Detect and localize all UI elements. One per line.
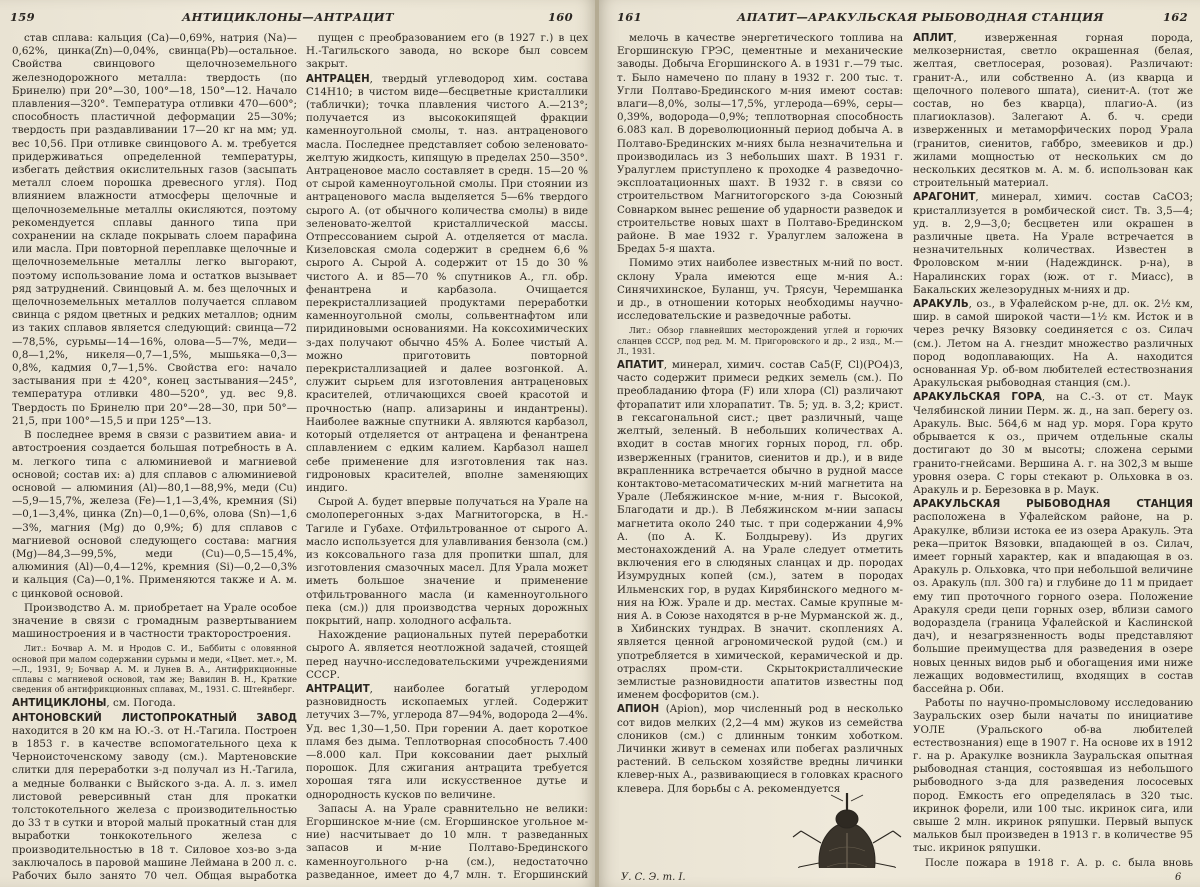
entry-headword: АНТОНОВСКИЙ ЛИСТОПРОКАТНЫЙ ЗАВОД — [12, 712, 297, 724]
col1-entries — [12, 697, 297, 882]
right-running-head — [597, 6, 1200, 28]
page-number-161: 161 — [617, 10, 642, 24]
entry-text: Запасы А. на Урале сравнительно не велики: Егоршинское м-ние (см. Егоршинское угольное м-ние) насчитывает до 10 млн. т разведанных запасов и м-ние Полтаво-Брединского каменноугольного р-на (см.), недостаточно разведанное, имеет до 4,7 млн. т. Егоршинский — [306, 802, 588, 881]
entry-text: После пожара в 1918 г. А. р. с. была вновь — [925, 856, 1193, 868]
entry-text: Помимо этих наиболее известных м-ний по вост. склону Урала имеются еще м-ния А.: Синячихинское, Буланш, уч. Трясун, Черемшанка и др., в отношении которых необходимы научно-исследовательские и разведочные работы. — [617, 257, 903, 323]
book-gutter — [595, 0, 599, 887]
paragraph — [913, 857, 1193, 868]
entry-text: Сырой А. будет впервые получаться на Урале на смолоперегонных з-дах Магнитогорска, в Н.-Тагиле и Губахе. Отфильтрованное от сырого А. масло используется для улавливания бензола (см.) из коксовального газа для пропитки шпал, для изготовления смазочных масел. Для Урала может иметь большое значение и применение отфильтрованного масла (и каменноугольного пека (см.)) для производства черных дорожных покрытий, напр. холодного асфальта. — [306, 496, 588, 627]
paragraph — [306, 803, 588, 882]
dictionary-entry — [12, 697, 297, 710]
footer-signature-number: 6 — [1175, 872, 1182, 883]
dictionary-entry — [913, 32, 1193, 190]
entry-headword: АНТРАЦИТ — [306, 683, 370, 695]
entry-text: пущен с преобразованием его (в 1927 г.) в цех Н.-Тагильского завода, но вскоре был совсем закрыт. — [306, 32, 588, 71]
paragraph — [306, 32, 588, 72]
col1-literature: Лит.: Бочвар А. М. и Нродов С. И., Баббиты с оловянной основой при малом содержании сурьмы и меди, «Цвет. мет.», М.—Л., 1931, 9; Бочвар А. М. и Лунев В. А., Антифрикционные сплавы с магниевой основой, там же; Вавилин В. Н., Краткие сведения об антифрикционных сплавах, М., 1931. С. Штейнберг. — [12, 643, 297, 695]
dictionary-entry — [617, 359, 903, 702]
paragraph — [913, 697, 1193, 855]
paragraph — [617, 32, 903, 256]
col3-mid-entries — [617, 359, 903, 796]
left-page — [0, 0, 597, 887]
entry-headword: АПИОН — [617, 704, 660, 716]
left-column-2 — [306, 32, 588, 882]
dictionary-entry — [913, 298, 1193, 390]
col3-literature: Лит.: Обзор главнейших месторождений углей и горючих сланцев СССР, под ред. М. М. Пригоровского и др., 2 изд., М.—Л., 1931. — [617, 325, 903, 356]
entry-text: , наиболее богатый углеродом разновидность ископаемых углей. Содержит летучих 3—7%, углерода 87—94%, водорода 2—4%. Уд. вес 1,30—1,50. При горении А. дает короткое пламя без дыма. Теплотворная способность 7.400—8.000 кал. При коксовании дает рыхлый порошок. Для сжигания антрацита требуется хорошая тяга или искусственное дутье и однородность кусков по величине. — [306, 682, 588, 801]
paragraph: став сплава: кальция (Ca)—0,69%, натрия (Na)—0,62%, цинка(Zn)—0,04%, свинца(Pb)—остальное. Свойства свинцового щелочноземельного железнодорожного металла: твердость (по Бринелю) при 20°—30, 100°—18, 150°—12. Начало плавления—320°. Температура отливки 470—600°; способность пластичной деформации 25—30%; твердость при раздавливании 17—20 кг на мм; уд. вес 10,56. При отливке свинцового А. м. требуется придерживаться определенной температуры, избегать действия окислительных газов (засыпать металл слоем порошка древесного угля). Под влиянием влажности атмосферы щелочные и щелочноземельные металлы окисляются, поэтому рекомендуется сплавы данного типа при сохранении на складе покрывать слоем парафина или масла. При повторной переплавке щелочные и щелочноземельные металлы легко выгорают, поэтому использование лома и остатков вызывает ряд затруднений. Свинцовый А. м. без щелочных и щелочноземельных металлов получается сплавом свинца с рядом цветных и редких металлов; одним из таких сплавов является следующий: свинца—72—78,5%, сурьмы—14—16%, олова—5—7%, меди—0,8—1,2%, никеля—0,7—1,5%, мышьяка—0,3—0,8%, кадмия 0,7—1,5%. Свойства его: начало застывания при ± 420°, конец застывания—245°, температура отливки 480—520°, уд. вес 9,8. Твердость по Бринелю при 20°—28—30, при 50°—21,5, при 100°—15,5 и при 125°—13. — [12, 32, 297, 427]
entry-headword: АПАТИТ — [617, 360, 664, 372]
dictionary-entry — [306, 683, 588, 802]
right-column-1 — [617, 32, 903, 868]
dictionary-entry — [913, 498, 1193, 696]
page-number-162: 162 — [1163, 10, 1188, 24]
entry-text: находится в 20 км на Ю.-З. от Н.-Тагила. Построен в 1853 г. в качестве вспомогательного цеха к Черноисточенскому заводу (см.). Мартеновские слитки для переработки з-д получал из Н.-Тагила, а медные болванки с Выйского з-да. А. л. з. имел листовой реверсивный стан для прокатки толстокотельного железа с производительностью до 33 т в сутки и второй малый прокатный стан для выработки тонкокотельного железа с производительностью в 18 т. Силовое хоз-во з-да заключалось в паровой машине Леймана в 200 л. с. Рабочих было занято 70 чел. Общая выработка — [12, 724, 297, 882]
apion-beetle-figure — [617, 791, 903, 868]
left-running-head — [0, 6, 597, 28]
paragraph: Производство А. м. приобретает на Урале особое значение в связи с громадным развертыванием машиностроения и в частности тракторостроения. — [12, 601, 297, 641]
entry-text: мелочь в качестве энергетического топлива на Егоршинскую ГРЭС, цементные и механические заводы. Добыча Егоршинского А. в 1931 г.—79 тыс. т. Было намечено по плану в 1932 г. 200 тыс. т. Угли Полтаво-Брединского м-ния имеют состав: влаги—8,0%, золы—17,5%, углерода—69%, серы—0,39%, водорода—0,9%; теплотворная способность 6.083 кал. В дореволюционный период добыча А. в Полтаво-Брединских м-ниях была незначительна и производилась из 3 небольших шахт. В 1931 г. Уралуглем приступлено к проходке 4 разведочно-эксплоатационных шахт. В 1932 г. в связи со строительством Магнитогорского з-да Союзный Совнарком вынес решение об ударности разведок и строительстве новых шахт в Полтаво-Брединском районе. В мае 1932 г. Уралуглем заложена в Бредах 5-я шахта. — [617, 32, 903, 256]
dictionary-entry — [12, 712, 297, 882]
entry-headword: АРАГОНИТ — [913, 192, 976, 204]
paragraph — [306, 629, 588, 682]
footer-signature: У. С. Э. т. I. — [621, 872, 686, 883]
entry-text: , минерал, химич. состав CaCO3; кристаллизуется в ромбической сист. Тв. 3,5—4; уд. в. 2,9—3,0; бесцветен или окрашен в различные цвета. На Урале встречается в незначительных количествах. Известен в Фроловском м-нии (Надеждинск. р-на), в Наралинских горах (юж. от г. Миасс), в Бакальских железорудных м-ниях и др. — [913, 191, 1193, 296]
paragraph — [306, 496, 588, 628]
left-header-title: АНТИЦИКЛОНЫ—АНТРАЦИТ — [182, 10, 394, 24]
entry-text: (Apion), мор численный род в несколько сот видов мелких (2,2—4 мм) жуков из семейства слоников (см.) с длинным тонким хоботком. Личинки живут в семенах или побегах различных растений. В сельском хозяйстве вредны личинки клевер-ных А., развивающиеся в головках красного клевера. Для борьбы с А. рекомендуется — [617, 703, 903, 795]
entry-headword: АНТИЦИКЛОНЫ — [12, 698, 107, 710]
entry-headword: АРАКУЛЬ — [913, 299, 969, 311]
dictionary-entry — [913, 191, 1193, 297]
entry-text: , на С.-З. от ст. Маук Челябинской линии Перм. ж. д., на зап. берегу оз. Аракуль. Выс. 564,6 м над ур. моря. Гора круто обрывается к оз., причем отдельные скалы достигают до 30 м высоты; сложена серыми гранито-гнейсами. Вершина А. г. на 302,3 м выше уровня озера. С горы стекают р. Ольховка в оз. Аракуль и р. Березовка в р. Маук. — [913, 391, 1193, 496]
entry-headword: АРАКУЛЬСКАЯ ГОРА — [913, 392, 1042, 404]
dictionary-entry — [617, 703, 903, 795]
paragraph: В последнее время в связи с развитием авиа- и автостроения создается большая потребность в А. м. легкого типа с алюминиевой и магниевой основой; состав их: а) для сплавов с алюминиевой основой — алюминия (Al)—80,1—88,9%, меди (Cu)—5,9—15,7%, железа (Fe)—1,1—3,4%, кремния (Si)—0,1—3,4%, цинка (Zn)—0,1—0,6%, олова (Sn)—1,6—3%, магния (Mg) до 0,9%; б) для сплавов с магниевой основой следующего состава: магния (Mg)—84,3—99,5%, меди (Cu)—0,5—15,4%, алюминия (Al)—0,4—12%, кремния (Si)—0,2—0,3% и кальция (Ca)—0,1%. Применяются также и А. м. с цинковой основой. — [12, 429, 297, 600]
entry-text: , оз., в Уфалейском р-не, дл. ок. 2½ км, шир. в самой широкой части—1½ км. Исток и в через речку Вязовку соединяется с оз. Силач (см.). Летом на А. гнездит множество различных пород водоплавающих. На А. находится основанная Ур. об-вом любителей естествознания Аракульская рыбоводная станция (см.). — [913, 298, 1193, 390]
paragraph — [617, 257, 903, 323]
dictionary-entry — [306, 73, 588, 496]
entry-text: , изверженная горная порода, мелкозернистая, светло окрашенная (белая, желтая, светлосерая, розовая). Различают: гранит-А., или собственно А. (из кварца и щелочного полевого шпата), сиенит-А. (тот же состав, но без кварца), плагио-А. (из плагиоклазов). Залегают А. б. ч. среди изверженных и метаморфических пород Урала (гранитов, сиенитов, габбро, змеевиков и др.) жилами мощностью от нескольких см до нескольких десятков м. А. м. б. использован как строительный материал. — [913, 32, 1193, 190]
entry-text: , твердый углеводород хим. состава C14H10; в чистом виде—бесцветные кристаллики (таблички); точка плавления чистого А.—213°; получается из высококипящей фракции каменноугольной смолы, т. наз. антраценового масла. Последнее представляет собою зеленовато-желтую жидкость, кипящую в пределах 250—350°. Антраценовое масло составляет в средн. 15—20 % от сырой каменноугольной смолы. При стоянии из антраценового масла выделяется 5—6% твердого сырого А. (от обычного количества смолы) в виде зеленовато-желтой кристаллической массы. Отпрессованием сырой А. отделяется от масла. Кизеловская смола содержит в среднем 6,6 % сырого А. Сырой А. содержит от 15 до 30 % чистого А. и 85—70 % спутников А., гл. обр. фенантрена и карбазола. Очищается перекристаллизацией продуктами переработки каменноугольной смолы, сольвентнафтом или пиридиновыми основаниями. На коксохимических з-дах получают обычно 45% А. Более чистый А. можно приготовить повторной перекристаллизацией и далее возгонкой. А. служит сырьем для изготовления антраценовых красителей, отличающихся своей красотой и прочностью (напр. ализарины и индантрены). Наиболее важные спутники А. являются карбазол, который отделяется от антрацена и фенантрена сплавлением с едким калием. Карбазол нашел себе применение для изготовления так наз. гидроновых красителей, вполне заменяющих индиго. — [306, 72, 588, 494]
beetle-icon — [617, 791, 903, 868]
left-column-1 — [12, 32, 297, 882]
entry-headword: АПЛИТ — [913, 33, 954, 44]
entry-text: расположена в Уфалейском районе, на р. Аракулке, вблизи истока ее из озера Аракуль. Эта река—приток Вязовки, впадающей в оз. Силач, имеет горный характер, как и впадающая в оз. Аракуль р. Ольховка, что при небольшой величине оз. Аракуль (пл. 300 га) и глубине до 11 м придает ему тип проточного горного озера. Положение Аракуля среди цепи горных озер, вблизи самого водораздела (граница Уфалейской и Каслинской дач), и незагрязненность воды представляют большие преимущества для разведения в озере новых ценных видов рыб и обогащения ими ниже лежащих водовместилищ, входящих в состав бассейна р. Оби. — [913, 511, 1193, 695]
entry-headword: АРАКУЛЬСКАЯ РЫБОВОДНАЯ СТАНЦИЯ — [913, 499, 1193, 511]
page-number-159: 159 — [10, 10, 35, 24]
page-number-160: 160 — [548, 10, 573, 24]
right-page — [597, 0, 1200, 887]
right-column-2 — [913, 32, 1193, 868]
col2-entries — [306, 32, 588, 882]
entry-text: Нахождение рациональных путей переработки сырого А. является неотложной задачей, стоящей перед научно-исследовательскими учреждениями СССР. — [306, 629, 588, 681]
col4-entries — [913, 32, 1193, 868]
entry-text: Работы по научно-промысловому исследованию Зауральских озер были начаты по инициативе УОЛЕ (Уральского об-ва любителей естествознания) еще в 1907 г. На основе их в 1912 г. на р. Аракулке возникла Зауральская опытная рыбоводная станция, состоявшая из небольшого рыбоводного з-да для разведения лососевых пород. Емкость его определялась в 320 тыс. икринок форели, или 100 тыс. икринок сига, или свыше 2 млн. икринок ряпушки. Первый выпуск мальков был произведен в 1913 г. в количестве 95 тыс. икринок ряпушки. — [913, 697, 1193, 855]
col1-paragraphs — [12, 32, 297, 641]
dictionary-entry — [913, 391, 1193, 497]
right-header-title: АПАТИТ—АРАКУЛЬСКАЯ РЫБОВОДНАЯ СТАНЦИЯ — [737, 10, 1104, 24]
entry-text: , минерал, химич. состав Ca5(F, Cl)(PO4)3, часто содержит примеси редких земель (см.). По преобладанию фтора (F) или хлора (Cl) различают фторапатит или хлорапатит. Тв. 5; уд. в. 3,2; крист. в гексагональной сист.; цвет различный, чаще желтый, зеленый. В небольших количествах А. входит в состав многих горных пород, гл. обр. изверженных (гранитов, сиенитов и др.), и в виде вкрапленника встречается обычно в рудной массе контактово-метасоматических м-ний магнетита на Урале (Лебяжинское м-ние, м-ния г. Высокой, Благодати и др.). В Лебяжинском м-нии запасы магнетита около 240 тыс. т при содержании 4,9% А. (по А. К. Болдыреву). Из других местонахождений А. на Урале следует отметить включения его в слюдяных сланцах и др. породах Изумрудных копей (см.), затем в породах Ильменских гор, в рудах Кирябинского медного м-ния на Юж. Урале и др. местах. Самые крупные м-ния А. в Союзе находятся в р-не Мурманской ж. д., в Хибинских тундрах. В значит. скоплениях А. является ценной агрономической рудой (см.) и употребляется в химической, керамической и др. отраслях пром-сти. Скрытокристаллические землистые разновидности апатитов известны под именем фосфоритов (см.). — [617, 359, 903, 702]
entry-headword: АНТРАЦЕН — [306, 73, 370, 85]
col3-top-entries — [617, 32, 903, 323]
entry-text: , см. Погода. — [106, 697, 176, 710]
